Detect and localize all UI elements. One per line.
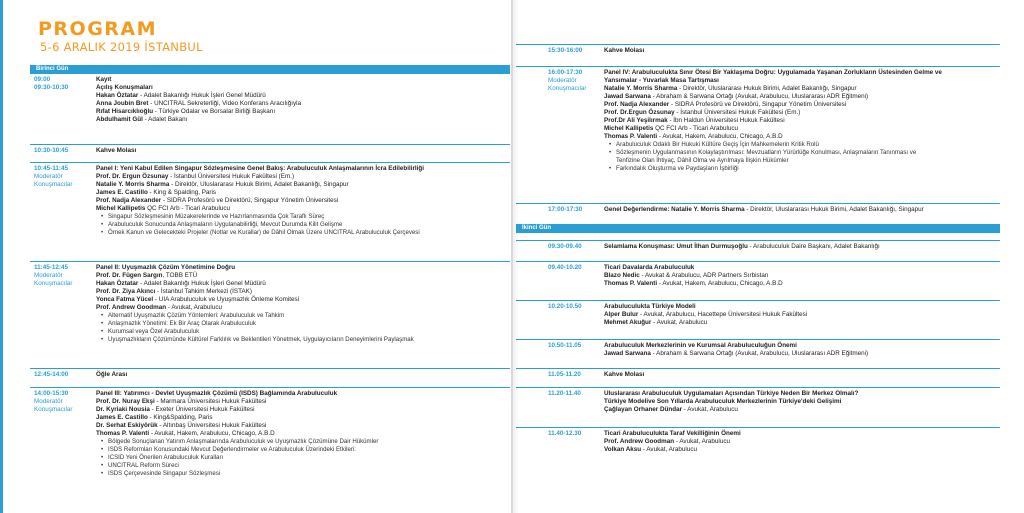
session-divider <box>516 203 1000 204</box>
speaker-name: Thomas P. Valenti <box>96 430 150 438</box>
speaker-name: Dr. Kyriaki Nousia <box>96 406 150 414</box>
speaker-affiliation: - İbn Haldun Üniversitesi Hukuk Fakültesi <box>667 117 785 125</box>
session-divider <box>516 387 1000 388</box>
speaker-name: Volkan Aksu <box>604 446 642 454</box>
session-time: 10:30-10:45 <box>34 147 69 154</box>
right-page <box>516 0 1020 513</box>
bullet-item: • Farkındalık Oluşturma ve Paydaşların İşbirliği <box>604 165 942 173</box>
bullet-item: • UNCITRAL Reform Süreci <box>96 462 378 470</box>
session-time: 12:45-14:00 <box>34 371 69 378</box>
bullet-item: • Uyuşmazlıkların Çözümünde Kültürel Farklılık ve Beklentileri Yönetmek, Uygulayıcıların Deneyimlerini Paylaşmak <box>96 336 414 344</box>
session-heading <box>604 398 858 406</box>
session-time-column <box>548 206 610 214</box>
speaker-line <box>96 205 424 213</box>
session-content <box>96 371 127 379</box>
speaker-name: Abdulhamit Gül <box>96 116 143 124</box>
left-page <box>4 0 510 513</box>
speaker-name: Blazo Nedic <box>604 272 640 280</box>
speaker-affiliation: - Adalet Bakanlığı Hukuk İşleri Genel Müdürü <box>138 92 266 100</box>
heading-text: Panel I: Yeni Kabul Edilen Singapur Sözleşmesine Genel Bakış: Arabuluculuk Anlaşmalarının İcra Edilebilirliği <box>96 165 424 172</box>
speaker-affiliation: - İstanbul Üniversitesi Hukuk Fakültesi (Em.) <box>168 173 295 181</box>
bullet-continuation: Tenfizine Olan İhtiyaç, Dâhil Olma ve Ayrılmaya İlişkin Hükümler <box>616 157 789 165</box>
session-divider <box>30 387 510 388</box>
speaker-affiliation: - Arabuluculuk Daire Başkanı, Adalet Bakanlığı <box>747 243 880 250</box>
heading-text: Kahve Molası <box>604 47 645 54</box>
session-time-column <box>548 264 610 272</box>
session-content <box>604 69 942 173</box>
heading-text: Uluslararası Arabuluculuk Uygulamaları Açısından Türkiye Neden Bir Merkez Olmalı? <box>604 390 859 397</box>
heading-text: Ticari Arabuluculukta Taraf Vekilliğinin Önemi <box>604 430 741 437</box>
speaker-name: Natalie Y. Morris Sharma <box>96 181 170 189</box>
speaker-name: Rıfat Hisarcıklıoğlu <box>96 108 154 116</box>
session-time: 09.30-09.40 <box>548 243 582 250</box>
speaker-line <box>96 414 378 422</box>
session-divider <box>516 240 1000 241</box>
heading-text: Arabuluculuk Merkezlerinin ve Kurumsal Arabuluculuğun Önemi <box>604 342 797 349</box>
speaker-line <box>96 189 424 197</box>
heading-text: Öğle Arası <box>96 371 128 378</box>
speaker-affiliation: - UIA Arabuluculuk ve Uyuşmazlık Önleme Komitesi <box>153 296 300 304</box>
speaker-name: Prof. Andrew Goodman <box>96 304 167 312</box>
speaker-line <box>96 272 414 280</box>
bullet-item: • Örnek Kanun ve Gelecekteki Projeler (Notlar ve Kurallar) de Dâhil Olmak Üzere UNCITRAL Arabuluculuk Çerçevesi <box>96 229 424 237</box>
speaker-name: Thomas P. Valenti <box>604 280 658 288</box>
day2-label: İkinci Gün <box>516 224 1000 233</box>
session-divider <box>30 368 510 369</box>
speaker-name: Prof.Dr Ali Yeşilırmak <box>604 117 668 125</box>
session-content <box>604 390 858 414</box>
session-content <box>604 342 868 358</box>
bullet-item: • Arabuluculuk Sonucunda Anlaşmaların Uygulanabilirliği, Mevcut Durumda Kilit Gelişme <box>96 221 424 229</box>
session-heading <box>604 342 868 350</box>
heading-text: Panel IV: Arabuluculukta Sınır Ötesi Bir Yaklaşıma Doğru: Uygulamada Yaşanan Zorlukların Üstesinden Gelme ve <box>604 69 942 76</box>
session-role: Moderatör <box>34 272 63 279</box>
speaker-name: Anna Joubin Bret <box>96 100 149 108</box>
session-role: Konuşmacılar <box>34 181 73 188</box>
speaker-name: Çağlayan Orhaner Dündar <box>604 406 683 414</box>
speaker-name: James E. Castillo <box>96 414 148 422</box>
speaker-affiliation: QC FCI Arb - Ticari Arabulucu <box>145 205 231 213</box>
speaker-name: Alper Bulur <box>604 311 639 319</box>
session-role: Konuşmacılar <box>34 406 73 413</box>
speaker-affiliation: - Marmara Üniversitesi Hukuk Fakültesi <box>154 398 267 406</box>
session-heading <box>96 165 424 173</box>
session-heading <box>96 264 414 272</box>
speaker-affiliation: - Abraham & Sarwana Ortağı (Avukat, Arabulucu, Uluslararası ADR Eğitmeni) <box>650 350 869 358</box>
day1-label: Birinci Gün <box>30 65 510 74</box>
speaker-affiliation: - Avukat & Arabulucu, ADR Partners Sırbistan <box>639 272 769 280</box>
bullet-item: • Kurumsal veya Özel Arabuluculuk <box>96 328 414 336</box>
session-content <box>96 76 301 124</box>
session-heading <box>96 390 378 398</box>
speaker-affiliation: - King&Spalding, Paris <box>147 414 213 422</box>
speaker-affiliation: - Exeter Üniversitesi Hukuk Fakültesi <box>149 406 255 414</box>
speaker-line <box>604 133 942 141</box>
session-time: 10:45-11:45 <box>34 165 68 172</box>
session-time: 10.20-10.50 <box>548 303 582 310</box>
session-content <box>604 264 783 288</box>
session-content <box>604 206 924 214</box>
speaker-line <box>604 311 807 319</box>
session-time-column <box>34 390 96 414</box>
speaker-name: Hakan Öztatar <box>96 280 139 288</box>
session-role: Moderatör <box>34 173 63 180</box>
session-divider <box>516 368 1000 369</box>
session-divider <box>516 66 1000 67</box>
session-time-column <box>548 69 610 93</box>
speaker-affiliation: - UNCITRAL Sekreterliği, Video Konferans Aracılığıyla <box>148 100 302 108</box>
speaker-affiliation: - Avukat, Hakem, Arabulucu, Chicago, A.B.D <box>657 280 783 288</box>
speaker-name: Prof. Dr. Ergun Özsunay <box>96 173 169 181</box>
session-time-column <box>34 264 96 288</box>
speaker-name: Prof. Nadja Alexander <box>604 101 670 109</box>
session-heading <box>96 147 136 155</box>
session-content <box>96 390 378 478</box>
session-content <box>96 147 136 155</box>
session-time-column <box>548 430 610 438</box>
heading-text: Kahve Molası <box>604 371 645 378</box>
speaker-line <box>604 117 942 125</box>
heading-text: Selamlama Konuşması: Umut İlhan Durmuşoğlu <box>604 243 748 250</box>
session-time: 11.05-11.20 <box>548 371 581 378</box>
speaker-line <box>604 93 942 101</box>
session-content <box>96 165 424 237</box>
speaker-affiliation: - Adalet Bakanı <box>142 116 188 124</box>
session-role: Moderatör <box>34 398 63 405</box>
heading-text: Yansımalar - Yuvarlak Masa Tartışması <box>604 77 719 85</box>
session-content <box>604 430 741 454</box>
speaker-line <box>96 100 301 108</box>
session-divider <box>30 73 510 74</box>
bullet-item: • ICSID Yeni Önerilen Arabuluculuk Kuralları <box>96 454 378 462</box>
speaker-line <box>96 288 414 296</box>
speaker-line <box>96 296 414 304</box>
speaker-line <box>96 280 414 288</box>
speaker-line <box>604 272 783 280</box>
speaker-name: Prof. Dr. Fügen Sargın <box>96 272 163 280</box>
speaker-line <box>96 197 424 205</box>
speaker-line <box>96 108 301 116</box>
speaker-affiliation: , TOBB ETÜ <box>162 272 198 280</box>
session-divider <box>516 427 1000 428</box>
speaker-affiliation: - SIDRA Profesörü ve Direktörü, Singapur Yönetim Üniversitesi <box>669 101 847 109</box>
session-heading <box>604 390 858 398</box>
speaker-name: Thomas P. Valenti <box>604 133 658 141</box>
session-role: Moderatör <box>548 77 577 84</box>
speaker-line <box>96 116 301 124</box>
speaker-line <box>96 422 378 430</box>
session-divider <box>516 300 1000 301</box>
speaker-affiliation: - Türkiye Odalar ve Borsalar Birliği Başkanı <box>153 108 276 116</box>
session-time-column <box>548 371 610 379</box>
bullet-item: • Anlaşmazlık Yönetimi: Ek Bir Araç Olarak Arabuluculuk <box>96 320 414 328</box>
speaker-name: Hakan Öztatar <box>96 92 139 100</box>
speaker-affiliation: - Avukat, Arabulucu <box>651 319 708 327</box>
session-heading <box>604 77 942 85</box>
session-heading <box>604 430 741 438</box>
speaker-name: Mehmet Akuğur <box>604 319 652 327</box>
session-time-column <box>548 303 610 311</box>
speaker-affiliation: - SIDRA Profesörü ve Direktörü, Singapur Yönetim Üniversitesi <box>161 197 339 205</box>
program-date: 5-6 ARALIK 2019 İSTANBUL <box>40 40 203 54</box>
speaker-line <box>604 280 783 288</box>
speaker-name: Prof. Nadja Alexander <box>96 197 162 205</box>
session-content <box>96 264 414 344</box>
session-time-column <box>34 76 96 92</box>
speaker-line <box>96 173 424 181</box>
speaker-name: Jawad Sarwana <box>604 93 651 101</box>
session-time-column <box>548 243 610 251</box>
program-title: PROGRAM <box>38 18 158 40</box>
session-heading <box>96 76 301 84</box>
speaker-line <box>604 85 942 93</box>
speaker-name: Michel Kallipetis <box>604 125 654 133</box>
session-divider <box>30 162 510 163</box>
speaker-line <box>96 181 424 189</box>
heading-text: Kayıt <box>96 76 112 83</box>
session-time: 09.40-10.20 <box>548 264 582 271</box>
speaker-affiliation: - King & Spalding, Paris <box>147 189 217 197</box>
bullet-item: • ISDS Reformları Konusundaki Mevcut Değerlendirmeler ve Arabuluculuk Üzerindeki Etkileri: <box>96 446 378 454</box>
session-heading <box>96 84 301 92</box>
speaker-affiliation: - Avukat, Hakem, Arabulucu, Chicago, A.B.D <box>149 430 275 438</box>
session-heading <box>604 206 924 214</box>
speaker-affiliation: - Avukat, Arabulucu, Hacettepe Üniversitesi Hukuk Fakültesi <box>638 311 808 319</box>
session-heading <box>604 371 644 379</box>
speaker-line <box>96 304 414 312</box>
speaker-affiliation: - Avukat, Hakem, Arabulucu, Chicago, A.B.D <box>657 133 783 141</box>
speaker-line <box>604 446 741 454</box>
speaker-line <box>604 319 807 327</box>
speaker-line <box>604 406 858 414</box>
session-time-column <box>548 342 610 350</box>
speaker-name: Prof. Dr. Ziya Akıncı <box>96 288 156 296</box>
speaker-affiliation: - Abraham & Sarwana Ortağı (Avukat, Arabulucu, Uluslararası ADR Eğitmeni) <box>650 93 869 101</box>
speaker-line <box>604 350 868 358</box>
session-heading <box>604 47 644 55</box>
speaker-name: Prof. Dr.Ergun Özsunay <box>604 109 675 117</box>
bullet-item: • Arabuluculuk Odaklı Bir Hukuki Kültüre Geçiş İçin Mahkemelerin Kritik Rolü <box>604 141 942 149</box>
session-heading <box>604 303 807 311</box>
session-time-column <box>548 47 610 55</box>
left-edge-stripe <box>0 0 3 513</box>
speaker-name: Prof. Dr. Nuray Ekşi <box>96 398 155 406</box>
speaker-name: Michel Kallipetis <box>96 205 146 213</box>
speaker-affiliation: - Avukat, Arabulucu <box>682 406 738 414</box>
session-content <box>604 303 807 327</box>
session-divider <box>516 261 1000 262</box>
speaker-affiliation: - Altınbaş Üniversitesi Hukuk Fakültesi <box>157 422 267 430</box>
session-content <box>604 243 880 251</box>
speaker-line <box>96 92 301 100</box>
speaker-affiliation: QC FCI Arb - Ticari Arabulucu <box>653 125 739 133</box>
heading-text: Panel III: Yatırımcı - Devlet Uyuşmazlık Çözümü (ISDS) Bağlamında Arabuluculuk <box>96 390 338 397</box>
session-divider <box>516 339 1000 340</box>
heading-text: Arabuluculukta Türkiye Modeli <box>604 303 696 310</box>
session-heading <box>604 243 880 251</box>
speaker-name: Natalie Y. Morris Sharma <box>604 85 678 93</box>
heading-text: Kahve Molası <box>96 147 137 154</box>
bullet-item: • ISDS Çerçevesinde Singapur Sözleşmesi <box>96 470 378 478</box>
bullet-item: • Alternatif Uyuşmazlık Çözüm Yöntemleri: Arabuluculuk ve Tahkim <box>96 312 414 320</box>
session-time-column <box>548 390 610 398</box>
session-time: 16:00-17:30 <box>548 69 583 76</box>
session-heading <box>604 69 942 77</box>
speaker-affiliation: - İstanbul Tahkim Merkezi (İSTAK) <box>155 288 252 296</box>
speaker-line <box>96 430 378 438</box>
speaker-name: Yonca Fatma Yücel <box>96 296 154 304</box>
session-divider <box>30 261 510 262</box>
speaker-affiliation: - Direktör, Uluslararası Hukuk Birimi, Adalet Bakanlığı, Singapur <box>744 206 924 213</box>
speaker-line <box>604 125 942 133</box>
speaker-affiliation: - Avukat, Arabulucu <box>674 438 730 446</box>
session-divider <box>516 44 1000 45</box>
session-time: 11.20-11.40 <box>548 390 581 397</box>
bullet-item: • Sözleşmenin Uygulanmasının Kolaylaştırılması: Mevzuatların Yürürlüğe Konulması, Anlaşmaların Tanınması ve <box>604 149 942 157</box>
speaker-line <box>96 406 378 414</box>
heading-text: Ticari Davalarda Arabuluculuk <box>604 264 695 271</box>
session-time: 09:30-10:30 <box>34 84 69 91</box>
speaker-name: Prof. Andrew Goodman <box>604 438 675 446</box>
session-content <box>604 371 644 379</box>
bullet-item: • Singapur Sözleşmesinin Müzakerelerinde ve Hazırlanmasında Çok Taraflı Süreç <box>96 213 424 221</box>
session-time-column <box>34 147 96 155</box>
session-time-column <box>34 165 96 189</box>
session-time: 17:00-17:30 <box>548 206 583 213</box>
speaker-affiliation: - Direktör, Uluslararası Hukuk Birimi, Adalet Bakanlığı, Singapur <box>677 85 857 93</box>
speaker-line <box>604 438 741 446</box>
session-heading <box>96 371 127 379</box>
speaker-affiliation: - İstanbul Üniversitesi Hukuk Fakültesi (Em.) <box>674 109 801 117</box>
session-time: 11:45-12:45 <box>34 264 68 271</box>
speaker-affiliation: - Direktör, Uluslararası Hukuk Birimi, Adalet Bakanlığı, Singapur <box>169 181 349 189</box>
session-content <box>604 47 644 55</box>
speaker-line <box>96 398 378 406</box>
heading-text: Panel II: Uyuşmazlık Çözüm Yönetimine Doğru <box>96 264 236 271</box>
session-time: 09:00 <box>34 76 51 83</box>
heading-text: Genel Değerlendirme: Natalie Y. Morris Sharma <box>604 206 745 213</box>
heading-text: Açılış Konuşmaları <box>96 84 153 92</box>
session-role: Konuşmacılar <box>548 85 587 92</box>
session-role: Konuşmacılar <box>34 280 73 287</box>
session-divider <box>30 144 510 145</box>
heading-text: Türkiye Modelive Son Yıllarda Arabuluculuk Merkezlerinin Türkiye'deki Gelişimi <box>604 398 842 406</box>
speaker-affiliation: - Avukat, Arabulucu <box>641 446 697 454</box>
session-time: 14:00-15:30 <box>34 390 69 397</box>
bullet-item: • Bölgede Sonuçlanan Yatırım Anlaşmalarında Arabuluculuk ve Uyuşmazlık Çözümüne Dair Hükümler <box>96 438 378 446</box>
speaker-affiliation: - Avukat, Arabulucu <box>166 304 222 312</box>
speaker-name: James E. Castillo <box>96 189 148 197</box>
session-time-column <box>34 371 96 379</box>
session-time: 11.40-12.30 <box>548 430 582 437</box>
speaker-affiliation: - Adalet Bakanlığı Hukuk İşleri Genel Müdürü <box>138 280 266 288</box>
session-time: 15:30-16:00 <box>548 47 583 54</box>
speaker-name: Dr. Serhat Eskiyörük <box>96 422 158 430</box>
speaker-name: Jawad Sarwana <box>604 350 651 358</box>
session-heading <box>604 264 783 272</box>
session-time: 10.50-11.05 <box>548 342 582 349</box>
